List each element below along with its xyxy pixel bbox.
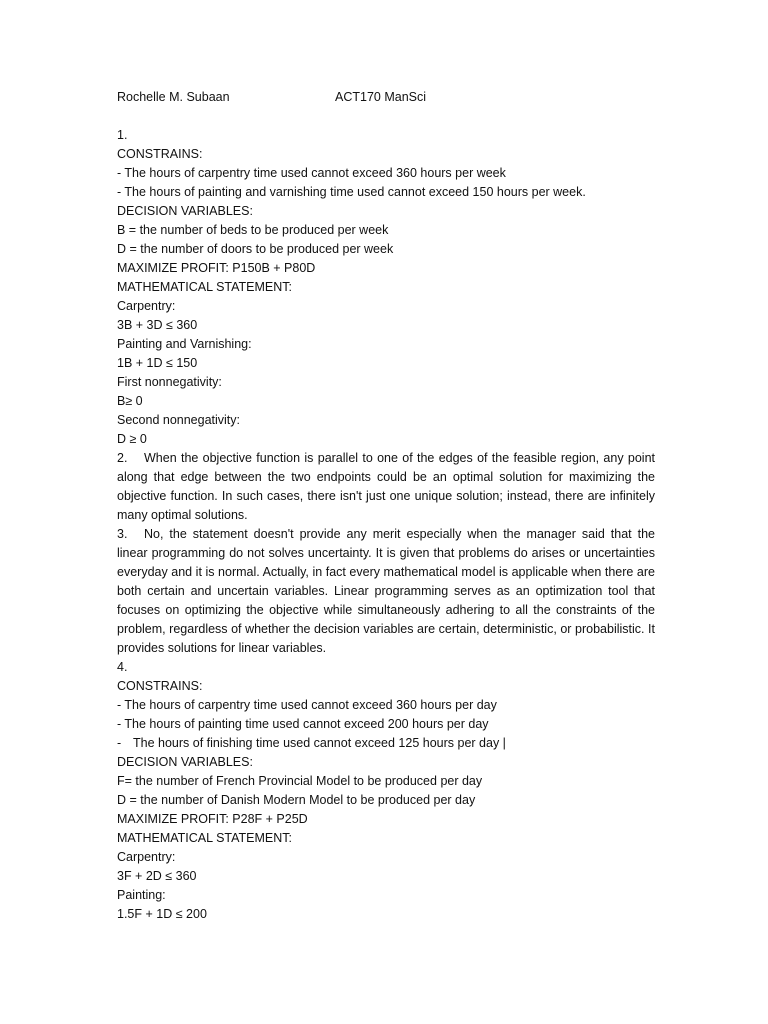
q3-text: No, the statement doesn't provide any merit especially when the manager said that the linear programming do not solves uncertainty. It is given that problems do arises or uncertainties everyday and it is normal. Actually, in fact every mathematical model is applicable when there are both certain and uncertain variables. Linear programming serves as an optimization tool that focuses on optimizing the objective while simultaneously adhering to all the constraints of the problem, regardless of whether the decision variables are certain, deterministic, or probabilistic. It provides solutions for linear variables. <box>117 527 655 655</box>
q1-line: Second nonnegativity: <box>117 413 241 427</box>
q1-number: 1. <box>117 128 128 142</box>
q1-line: DECISION VARIABLES: <box>117 204 253 218</box>
q2-text: When the objective function is parallel to one of the edges of the feasible region, any point along that edge between the two endpoints could be an optimal solution for maximizing the objective function. In such cases, there isn't just one unique solution; instead, there are infinitely many optimal solutions. <box>117 451 655 522</box>
q1-line: Carpentry: <box>117 299 176 313</box>
course-code: ACT170 ManSci <box>335 90 427 104</box>
q4-line: MATHEMATICAL STATEMENT: <box>117 831 293 845</box>
q4-constraint: - The hours of painting time used cannot exceed 200 hours per day <box>117 717 489 731</box>
constraint-dash: - <box>117 736 122 750</box>
q4-line: 3F + 2D ≤ 360 <box>117 869 197 883</box>
q3-paragraph <box>117 525 655 658</box>
q1-line: First nonnegativity: <box>117 375 222 389</box>
q1-line: B = the number of beds to be produced per week <box>117 223 389 237</box>
q4-line: D = the number of Danish Modern Model to be produced per day <box>117 793 476 807</box>
author-name: Rochelle M. Subaan <box>117 90 230 104</box>
q3-number: 3. <box>117 527 128 541</box>
q1-line: Painting and Varnishing: <box>117 337 252 351</box>
q4-line: 1.5F + 1D ≤ 200 <box>117 907 207 921</box>
q1-line: - The hours of carpentry time used cannot exceed 360 hours per week <box>117 166 506 180</box>
q2-number: 2. <box>117 451 128 465</box>
q1-line: D ≥ 0 <box>117 432 147 446</box>
q1-line: CONSTRAINS: <box>117 147 203 161</box>
q1-line: - The hours of painting and varnishing time used cannot exceed 150 hours per week. <box>117 185 586 199</box>
q4-line: F= the number of French Provincial Model to be produced per day <box>117 774 483 788</box>
q2-paragraph <box>117 449 655 525</box>
q4-line: Painting: <box>117 888 166 902</box>
q1-line: 1B + 1D ≤ 150 <box>117 356 198 370</box>
q4-line: Carpentry: <box>117 850 176 864</box>
q1-line: D = the number of doors to be produced per week <box>117 242 394 256</box>
q4-constraint <box>117 734 655 753</box>
q1-line: MAXIMIZE PROFIT: P150B + P80D <box>117 261 316 275</box>
q4-constraint: - The hours of carpentry time used cannot exceed 360 hours per day <box>117 698 497 712</box>
document-header <box>117 88 655 107</box>
q1-line: MATHEMATICAL STATEMENT: <box>117 280 293 294</box>
q4-constraints-heading: CONSTRAINS: <box>117 679 203 693</box>
document-page <box>117 88 655 924</box>
q4-line: DECISION VARIABLES: <box>117 755 253 769</box>
constraint-text: The hours of finishing time used cannot exceed 125 hours per day | <box>133 736 506 750</box>
q1-line: 3B + 3D ≤ 360 <box>117 318 198 332</box>
q1-line: B≥ 0 <box>117 394 143 408</box>
spacer <box>117 107 655 126</box>
q4-number: 4. <box>117 660 128 674</box>
q4-line: MAXIMIZE PROFIT: P28F + P25D <box>117 812 308 826</box>
